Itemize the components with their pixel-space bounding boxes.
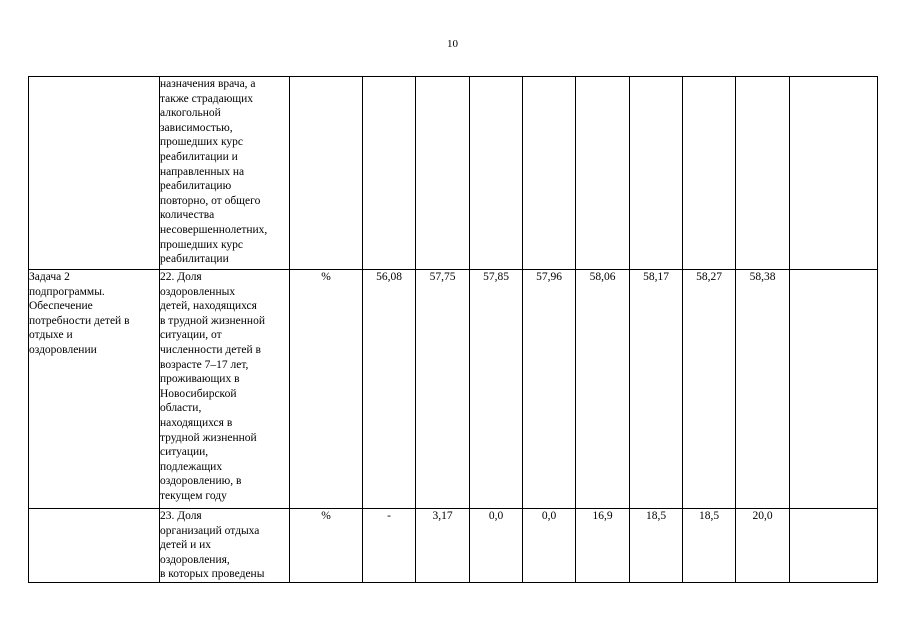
indicator-text-line: реабилитацию [160,180,232,193]
goal-cell [29,77,160,270]
indicator-text-line: реабилитации [160,253,229,266]
value-cell: 0,0 [470,509,523,583]
goal-text-line: Задача 2 [29,271,70,283]
table-row [29,77,878,270]
indicator-text-line: подлежащих [160,460,223,473]
value-cell: - [363,509,416,583]
value-cell: 58,38 [736,270,790,509]
indicator-text-line: возрасте 7–17 лет, [160,358,249,371]
indicator-text-line: в которых проведены [160,568,265,581]
page-number: 10 [447,38,458,50]
indicator-text-line: прошедших курс [160,136,243,149]
value-cell: 58,17 [630,270,683,509]
value-cell [790,509,878,583]
indicator-text-line: повторно, от общего [160,194,261,207]
value-cell: 3,17 [416,509,470,583]
indicator-text-line: зависимостью, [160,121,233,134]
indicator-text-line: проживающих в [160,373,240,386]
indicator-text-line: направленных на [160,165,245,178]
value-cell: 57,85 [470,270,523,509]
value-cell: 56,08 [363,270,416,509]
indicator-text-line: Новосибирской [160,387,237,400]
indicator-text-line: несовершеннолетних, [160,223,268,236]
indicator-cell [160,270,290,509]
indicator-text-line: области, [160,402,202,415]
indicators-table [28,76,878,583]
value-cell: 58,27 [683,270,736,509]
value-cell [470,77,523,270]
table-row [29,509,878,583]
indicator-text-line: детей и их [160,539,212,552]
indicator-text-line: детей, находящихся [160,300,257,313]
indicator-text-line: в трудной жизненной [160,314,265,327]
value-cell [683,77,736,270]
indicator-text-line: трудной жизненной [160,431,257,444]
indicator-text-line: численности детей в [160,343,261,356]
goal-text-line: отдыхе и [29,329,73,342]
value-cell: 18,5 [630,509,683,583]
value-cell [790,77,878,270]
value-cell: 0,0 [523,509,576,583]
value-cell: 20,0 [736,509,790,583]
value-cell [736,77,790,270]
indicator-text-line: прошедших курс [160,238,243,251]
indicator-text-line: текущем году [160,489,227,502]
indicator-text-line: 23. Доля [160,510,202,522]
unit-cell: % [290,270,363,509]
indicator-cell [160,509,290,583]
value-cell [416,77,470,270]
goal-text-line: потребности детей в [29,314,130,327]
indicator-text-line: также страдающих [160,92,254,105]
indicator-text-line: количества [160,209,215,222]
value-cell [630,77,683,270]
indicator-text-line: оздоровлению, в [160,475,242,488]
indicator-text-line: оздоровленных [160,285,236,298]
value-cell: 58,06 [576,270,630,509]
indicator-text-line: 22. Доля [160,271,202,283]
goal-cell [29,509,160,583]
value-cell [576,77,630,270]
goal-text-line: подпрограммы. [29,285,105,298]
indicator-text-line: оздоровления, [160,553,230,566]
value-cell: 18,5 [683,509,736,583]
indicator-text-line: ситуации, от [160,329,222,342]
value-cell: 57,75 [416,270,470,509]
goal-text-line: Обеспечение [29,300,93,313]
unit-cell [290,77,363,270]
indicator-text-line: назначения врача, а [160,78,256,90]
indicator-text-line: организаций отдыха [160,524,260,537]
indicator-cell [160,77,290,270]
indicator-text-line: находящихся в [160,416,233,429]
indicator-text-line: реабилитации и [160,150,238,163]
table-row [29,270,878,509]
value-cell [523,77,576,270]
goal-cell [29,270,160,509]
value-cell: 57,96 [523,270,576,509]
indicator-text-line: ситуации, [160,446,209,459]
goal-text-line: оздоровлении [29,343,97,356]
indicator-text-line: алкогольной [160,107,221,120]
value-cell [790,270,878,509]
unit-cell: % [290,509,363,583]
value-cell: 16,9 [576,509,630,583]
value-cell [363,77,416,270]
